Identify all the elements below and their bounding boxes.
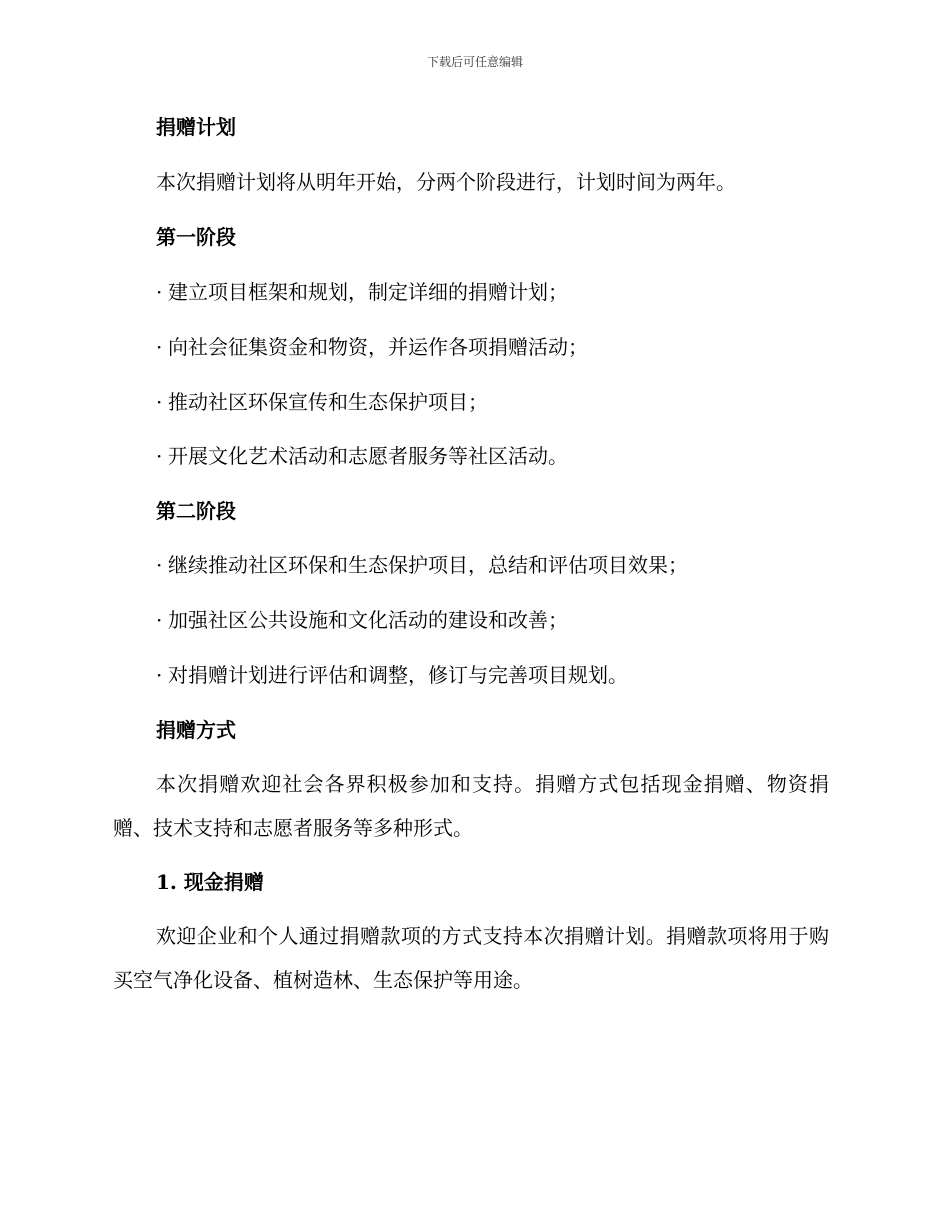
list-item xyxy=(156,606,568,634)
bullet-icon: · xyxy=(156,390,163,414)
list-item-text: 推动社区环保宣传和生态保护项目； xyxy=(168,390,488,414)
list-item-text: 开展文化艺术活动和志愿者服务等社区活动。 xyxy=(168,444,568,468)
bullet-icon: · xyxy=(156,280,163,304)
list-item xyxy=(156,278,568,306)
list-item-text: 建立项目框架和规划，制定详细的捐赠计划； xyxy=(168,280,568,304)
bullet-icon: · xyxy=(156,608,163,632)
section-heading-phase2: 第二阶段 xyxy=(156,499,236,523)
section-heading-method: 捐赠方式 xyxy=(156,718,236,742)
method-paragraph: 本次捐赠欢迎社会各界积极参加和支持。捐赠方式包括现金捐赠、物资捐赠、技术支持和志愿者服务等多种形式。 xyxy=(113,772,829,840)
list-item-text: 向社会征集资金和物资，并运作各项捐赠活动； xyxy=(168,335,588,359)
list-item xyxy=(156,551,688,579)
section-heading-plan: 捐赠计划 xyxy=(156,115,236,139)
list-item-text: 继续推动社区环保和生态保护项目，总结和评估项目效果； xyxy=(168,553,688,577)
section-heading-cash: 1. 现金捐赠 xyxy=(156,870,264,894)
cash-paragraph: 欢迎企业和个人通过捐赠款项的方式支持本次捐赠计划。捐赠款项将用于购买空气净化设备、植树造林、生态保护等用途。 xyxy=(113,924,829,992)
page-header: 下载后可任意编辑 xyxy=(426,55,523,69)
bullet-icon: · xyxy=(156,335,163,359)
bullet-icon: · xyxy=(156,663,163,687)
plan-intro-text: 本次捐赠计划将从明年开始，分两个阶段进行，计划时间为两年。 xyxy=(156,170,736,194)
section-heading-phase1: 第一阶段 xyxy=(156,225,236,249)
bullet-icon: · xyxy=(156,553,163,577)
list-item-text: 对捐赠计划进行评估和调整，修订与完善项目规划。 xyxy=(168,663,628,687)
list-item xyxy=(156,442,568,470)
bullet-icon: · xyxy=(156,444,163,468)
list-item-text: 加强社区公共设施和文化活动的建设和改善； xyxy=(168,608,568,632)
list-item xyxy=(156,661,628,689)
list-item xyxy=(156,333,588,361)
list-item xyxy=(156,388,488,416)
